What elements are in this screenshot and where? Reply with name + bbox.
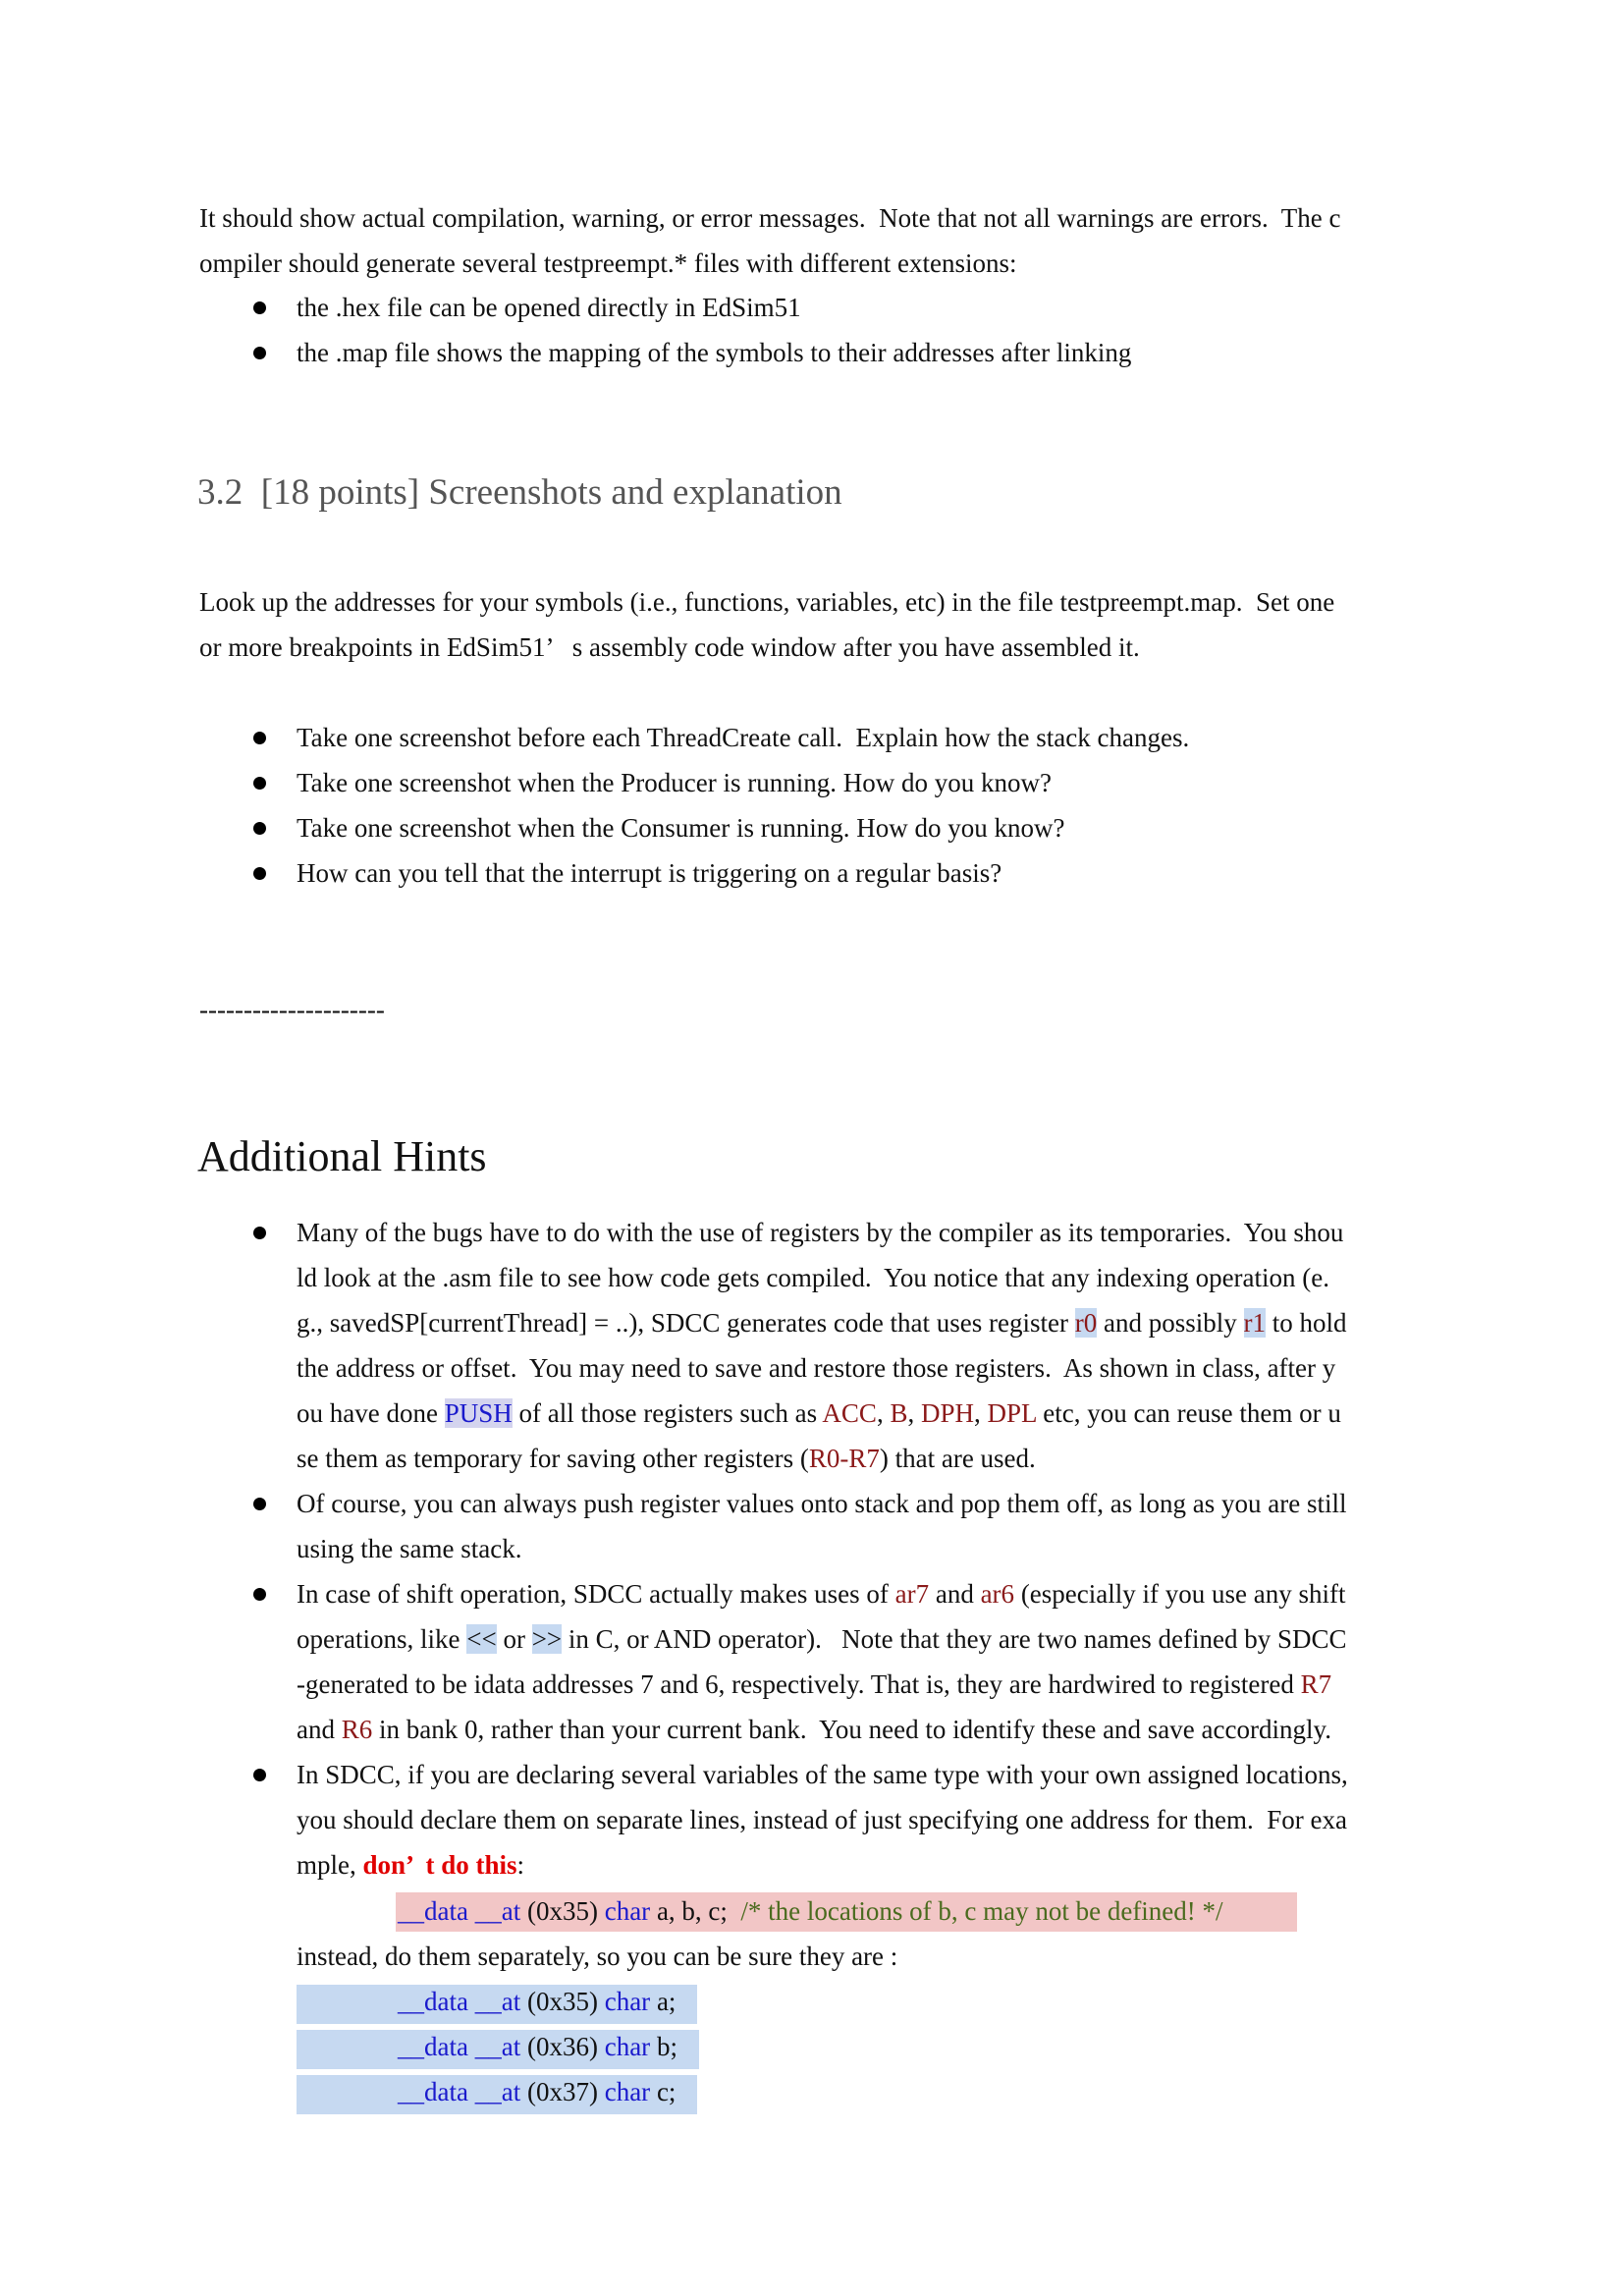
task-bullet-4: How can you tell that the interrupt is triggering on a regular basis?	[297, 858, 1002, 888]
intro-line-2: ompiler should generate several testpreempt.* files with different extensions:	[199, 248, 1017, 278]
register-r1: r1	[1243, 1308, 1267, 1338]
bullet-icon	[253, 1227, 266, 1239]
register-ar6: ar6	[980, 1579, 1015, 1609]
good-code-line-1: __data __at (0x35) char a;	[398, 1987, 677, 2016]
hint1-line-5: ou have done PUSH of all those registers such as ACC, B, DPH, DPL etc, you can reuse them or u	[297, 1398, 1341, 1428]
section-para-line-1: Look up the addresses for your symbols (i.e., functions, variables, etc) in the file testpreempt.map. Set one	[199, 587, 1335, 617]
operator-shift-left: <<	[466, 1624, 497, 1654]
operator-shift-right: >>	[531, 1624, 563, 1654]
register-r0: r0	[1074, 1308, 1098, 1338]
instead-line: instead, do them separately, so you can be sure they are :	[297, 1941, 898, 1971]
register-ar7: ar7	[894, 1579, 930, 1609]
code-comment: /* the locations of b, c may not be defined! */	[740, 1896, 1223, 1926]
good-code-line-2: __data __at (0x36) char b;	[398, 2032, 677, 2061]
good-code-line-3: __data __at (0x37) char c;	[398, 2077, 677, 2106]
register-b: B	[890, 1398, 908, 1428]
hint3-line-3: -generated to be idata addresses 7 and 6, respectively. That is, they are hardwired to registered R7	[297, 1669, 1332, 1699]
register-acc: ACC	[822, 1398, 877, 1428]
intro-bullet-2: the .map file shows the mapping of the symbols to their addresses after linking	[297, 338, 1132, 367]
bullet-icon	[253, 822, 266, 835]
task-bullet-1: Take one screenshot before each ThreadCreate call. Explain how the stack changes.	[297, 723, 1190, 752]
dashed-separator: ---------------------	[199, 995, 385, 1024]
bullet-icon	[253, 732, 266, 744]
hint2-line-1: Of course, you can always push register values onto stack and pop them off, as long as you are still	[297, 1489, 1347, 1518]
bullet-icon	[253, 347, 266, 359]
hint1-line-2: ld look at the .asm file to see how code gets compiled. You notice that any indexing operation (e.	[297, 1263, 1330, 1292]
bullet-icon	[253, 1498, 266, 1510]
hint3-line-2: operations, like << or >> in C, or AND operator). Note that they are two names defined by SDCC	[297, 1624, 1347, 1654]
hint4-line-2: you should declare them on separate lines, instead of just specifying one address for them. For exa	[297, 1805, 1347, 1834]
section-heading-3-2: 3.2 [18 points] Screenshots and explanation	[197, 472, 842, 513]
hint1-line-3: g., savedSP[currentThread] = ..), SDCC generates code that uses register r0 and possibly r1 to hold	[297, 1308, 1347, 1338]
hint4-line-3: mple, don’ t do this:	[297, 1850, 525, 1880]
intro-line-1: It should show actual compilation, warning, or error messages. Note that not all warnings are errors. The c	[199, 203, 1341, 233]
bullet-icon	[253, 867, 266, 880]
hint3-line-4: and R6 in bank 0, rather than your current bank. You need to identify these and save accordingly.	[297, 1715, 1331, 1744]
bullet-icon	[253, 1588, 266, 1601]
task-bullet-3: Take one screenshot when the Consumer is running. How do you know?	[297, 813, 1065, 843]
register-range: R0-R7	[808, 1444, 880, 1473]
section-para-line-2: or more breakpoints in EdSim51’ s assembly code window after you have assembled it.	[199, 632, 1140, 662]
bullet-icon	[253, 1769, 266, 1781]
register-r6: R6	[341, 1715, 373, 1744]
task-bullet-2: Take one screenshot when the Producer is running. How do you know?	[297, 768, 1052, 797]
bad-code-example: __data __at (0x35) char a, b, c; /* the locations of b, c may not be defined! */	[398, 1896, 1223, 1926]
hint2-line-2: using the same stack.	[297, 1534, 522, 1563]
dont-warning: don’ t do this	[362, 1850, 517, 1880]
bullet-icon	[253, 301, 266, 314]
register-r7: R7	[1300, 1669, 1332, 1699]
hint1-line-1: Many of the bugs have to do with the use of registers by the compiler as its temporaries. You shou	[297, 1218, 1344, 1247]
hint1-line-4: the address or offset. You may need to save and restore those registers. As shown in class, after y	[297, 1353, 1336, 1383]
hint4-line-1: In SDCC, if you are declaring several variables of the same type with your own assigned locations,	[297, 1760, 1348, 1789]
register-dph: DPH	[920, 1398, 974, 1428]
intro-bullet-1: the .hex file can be opened directly in EdSim51	[297, 293, 801, 322]
keyword-push: PUSH	[444, 1398, 513, 1428]
section-heading-additional-hints: Additional Hints	[197, 1132, 487, 1180]
hint3-line-1: In case of shift operation, SDCC actually makes uses of ar7 and ar6 (especially if you use any shift	[297, 1579, 1346, 1609]
register-dpl: DPL	[987, 1398, 1037, 1428]
hint1-line-6: se them as temporary for saving other registers (R0-R7) that are used.	[297, 1444, 1036, 1473]
bullet-icon	[253, 777, 266, 790]
